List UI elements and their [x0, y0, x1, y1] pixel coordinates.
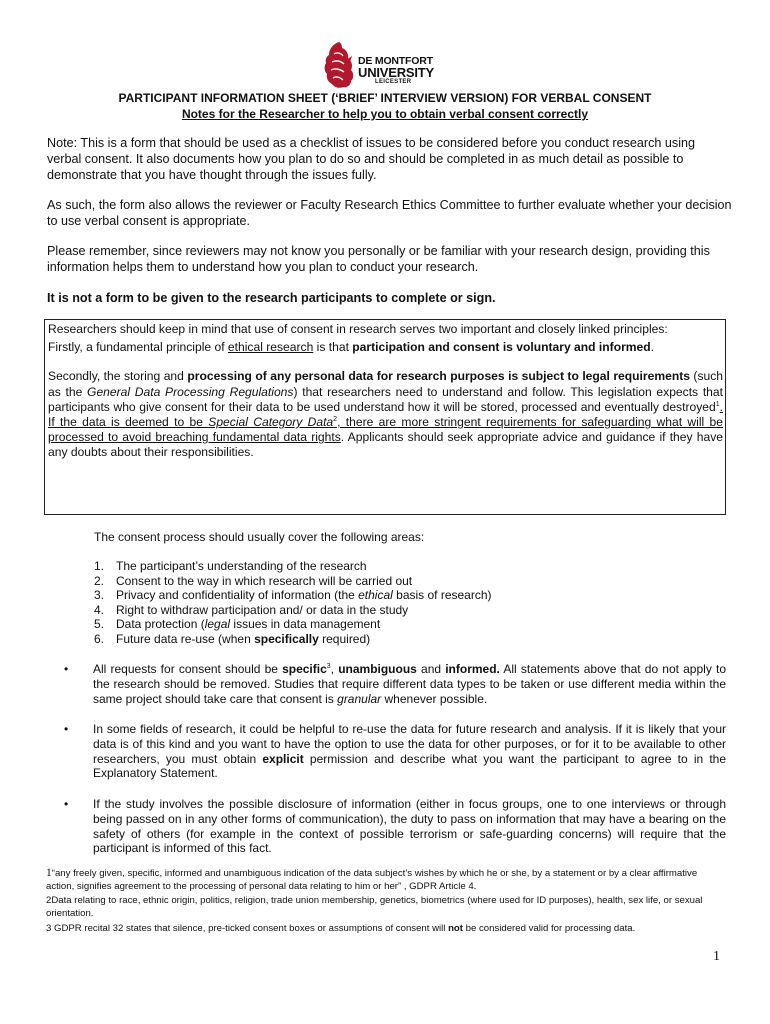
text-bold: processing of any personal data for research purposes is subject to legal requirements	[187, 369, 690, 384]
text-span: , there are more stringent requirements for safeguarding what will be processed to avoid breaching fundamental data rights	[48, 415, 723, 445]
logo-text-university: UNIVERSITY	[358, 65, 435, 80]
list-number: 5.	[94, 617, 105, 632]
text-bold: participation and consent is voluntary and informed	[352, 340, 651, 355]
footnote-1	[46, 867, 726, 893]
dmu-griffin-icon	[322, 40, 356, 90]
logo-text-de-montfort: DE MONTFORT	[358, 55, 433, 67]
text-span: 3 GDPR recital 32 states that silence, pre-ticked consent boxes or assumptions of consent will	[46, 923, 449, 934]
text-italic: ethical	[358, 588, 393, 603]
text-span: All requests for consent should be	[93, 662, 283, 676]
text-bold: specifically	[254, 631, 319, 646]
footnote-ref-1[interactable]: 1	[715, 400, 720, 408]
list-number: 1.	[94, 559, 105, 573]
text-span: Secondly, the storing and	[48, 369, 188, 384]
text-span: Future data re-use (when	[116, 631, 255, 646]
box-intro: Researchers should keep in mind that use of consent in research serves two important and closely linked principles:	[48, 322, 668, 336]
text-bold: not	[448, 923, 463, 934]
list-number: 6.	[94, 631, 105, 646]
bullet-item	[64, 722, 726, 781]
list-text	[116, 632, 370, 647]
text-bold: explicit	[262, 751, 304, 766]
ethical-research-link[interactable]: ethical research	[227, 340, 314, 355]
reviewer-paragraph: As such, the form also allows the reviewer or Faculty Research Ethics Committee to further evaluate whether your decision to use verbal consent is appropriate.	[47, 198, 732, 228]
text-italic: granular	[337, 691, 382, 706]
text-span: Data protection (	[116, 617, 205, 632]
not-a-form-paragraph: It is not a form to be given to the research participants to complete or sign.	[47, 291, 496, 305]
text-span: ) that researchers need to understand and follow. This legislation expects that participants who give consent for their data to be used understand how it will be stored, processed and eventually destroyed	[48, 384, 723, 414]
consent-intro: The consent process should usually cover the following areas:	[94, 530, 425, 544]
list-item	[94, 617, 654, 632]
list-number: 4.	[94, 602, 105, 617]
list-text	[116, 617, 380, 632]
list-item	[94, 632, 654, 647]
bullet-item	[64, 662, 726, 706]
bullet-text: If the study involves the possible disclosure of information (either in focus groups, one to one interviews or through being passed on in any other forms of communication), the duty to pass on information that may have a bearing on the safety of others (for example in the context of possible terrorism or safe-guarding concerns) will require that the participant is informed of this fact.	[93, 797, 726, 856]
list-number: 2.	[94, 573, 105, 588]
consent-areas-list	[94, 559, 654, 647]
university-logo	[322, 40, 452, 90]
bullet-text	[93, 662, 726, 706]
footnote-ref-2[interactable]: 2	[333, 415, 338, 423]
page-subtitle: Notes for the Researcher to help you to obtain verbal consent correctly	[181, 107, 589, 121]
box-secondly	[48, 369, 723, 460]
text-span: permission and describe what you want the participant to agree to in the Explanatory Statement.	[93, 751, 726, 781]
list-item	[94, 603, 654, 618]
page-title: PARTICIPANT INFORMATION SHEET (‘BRIEF’ INTERVIEW VERSION) FOR VERBAL CONSENT	[118, 91, 652, 105]
text-span: required)	[318, 631, 371, 646]
text-span: issues in data management	[230, 617, 381, 632]
principles-box	[44, 319, 726, 515]
text-span: Privacy and confidentiality of information (the	[116, 588, 359, 603]
footnote-2: 2Data relating to race, ethnic origin, politics, religion, trade union membership, genetics, biometrics (where used for ID purposes), health, sex life, or sexual orientation.	[46, 895, 703, 919]
text-span: (such as the	[48, 369, 724, 399]
list-item	[94, 574, 654, 589]
text-bold: informed.	[445, 662, 500, 676]
list-item	[94, 588, 654, 603]
text-italic: Special Category Data	[208, 415, 334, 430]
remember-paragraph: Please remember, since reviewers may not know you personally or be familiar with your research design, providing this information helps them to understand how you plan to conduct your research.	[47, 244, 710, 274]
bullet-dot-icon: •	[64, 722, 69, 736]
text-span: .	[650, 340, 655, 355]
list-text: Right to withdraw participation and/ or data in the study	[116, 602, 409, 617]
list-text: The participant’s understanding of the research	[116, 559, 367, 573]
bullet-dot-icon: •	[64, 662, 69, 676]
note-paragraph: Note: This is a form that should be used as a checklist of issues to be considered before you conduct research using verbal consent. It also documents how you plan to do so and should be completed in as much detail as possible to demonstrate that you have thought through the issues fully.	[47, 136, 696, 182]
footnote-3	[46, 922, 726, 935]
text-bold: unambiguous	[338, 662, 417, 676]
footnote-text: “any freely given, specific, informed and unambiguous indication of the data subject’s wishes by which he or she, by a statement or by a clear affirmative action, signifies agreement to the processing of personal data relating to him or her” , GDPR Article 4.	[46, 868, 698, 892]
text-span: In some fields of research, it could be helpful to re-use the data for future research and analysis. If it is likely that your data is of this kind and you want to have the option to use the data for other purposes, or for it to be available to other researchers, you must obtain	[93, 722, 726, 766]
footnote-number: 1	[46, 867, 52, 879]
bullet-text	[93, 722, 726, 781]
text-span: is that	[313, 340, 353, 355]
list-number: 3.	[94, 588, 105, 603]
text-italic: General Data Processing Regulations	[87, 384, 294, 399]
list-item	[94, 559, 654, 574]
bullet-dot-icon: •	[64, 797, 69, 811]
text-bold: specific	[282, 662, 327, 676]
text-span: ,	[330, 662, 339, 676]
logo-text-leicester: LEICESTER	[375, 79, 412, 85]
bullet-item	[64, 797, 726, 856]
footnote-ref-3[interactable]: 3	[326, 663, 331, 670]
text-span: All statements above that do not apply to the research should be removed. Studies that require different data types to be taken or use different media within the same project should take care that consent is	[93, 662, 726, 706]
text-italic: legal	[204, 617, 231, 632]
text-span: . Applicants should seek appropriate advice and guidance if they have any doubts about their responsibilities.	[48, 430, 723, 460]
text-span: basis of research)	[392, 588, 492, 603]
text-span: be considered valid for processing data.	[462, 923, 636, 934]
text-span: . If the data is deemed to be	[48, 399, 723, 430]
page-number: 1	[713, 949, 720, 964]
text-span: Firstly, a fundamental principle of	[48, 340, 228, 355]
list-text: Consent to the way in which research will be carried out	[116, 573, 413, 588]
text-span: and	[416, 662, 446, 676]
text-span: whenever possible.	[381, 691, 488, 706]
box-firstly	[48, 340, 723, 355]
list-text	[116, 588, 492, 603]
